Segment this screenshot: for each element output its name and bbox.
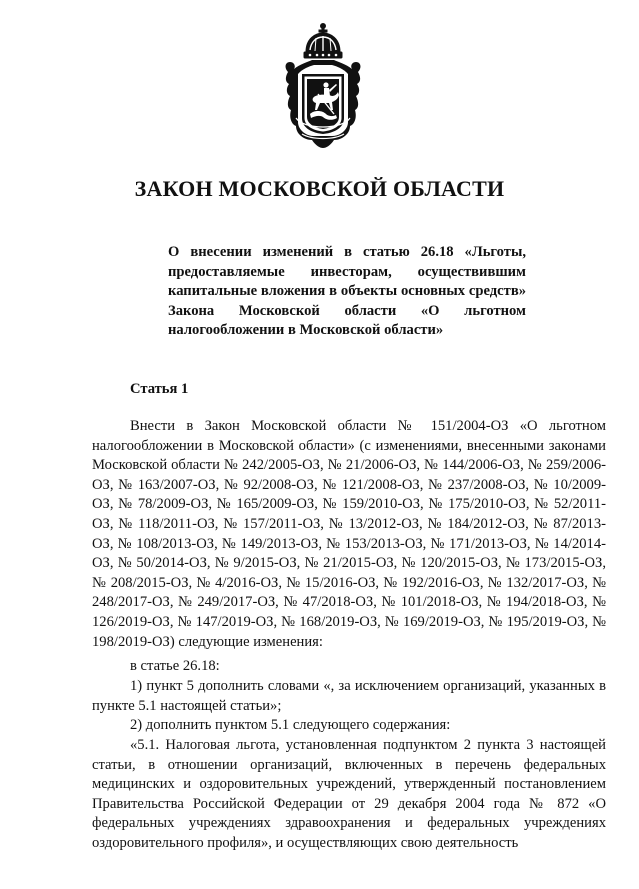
page-cut-mask (0, 869, 639, 889)
coat-of-arms-emblem (282, 22, 364, 150)
article-heading: Статья 1 (130, 381, 189, 397)
paragraph-article-ref: в статье 26.18: (130, 658, 220, 674)
crown-icon (304, 24, 342, 59)
paragraph-item-1: 1) пункт 5 дополнить словами «, за исключением организаций, указанных в пункте 5.1 настоящей статьи»; (92, 678, 606, 714)
paragraph-item-2: 2) дополнить пунктом 5.1 следующего содержания: (130, 717, 451, 733)
document-title: ЗАКОН МОСКОВСКОЙ ОБЛАСТИ (134, 176, 505, 201)
coat-of-arms-icon (282, 22, 364, 150)
law-subject: О внесении изменений в статью 26.18 «Льготы, предоставляемые инвесторам, осуществившим капитальные вложения в объекты основных средств» Закона Московской области «О льготном налогообложении в Московской области» (168, 244, 526, 339)
paragraph-amendment-intro: Внести в Закон Московской области № 151/2004-ОЗ «О льготном налогообложении в Московской области» (с изменениями, внесенными законами Московской области № 242/2005-ОЗ, № 21/2006-ОЗ, № 144/2006-ОЗ, № 259/2006-ОЗ, № 163/2007-ОЗ, № 92/2008-ОЗ, № 121/2008-ОЗ, № 237/2008-ОЗ, № 10/2009-ОЗ, № 78/2009-ОЗ, № 165/2009-ОЗ, № 159/2010-ОЗ, № 175/2010-ОЗ, № 52/2011-ОЗ, № 118/2011-ОЗ, № 157/2011-ОЗ, № 13/2012-ОЗ, № 184/2012-ОЗ, № 87/2013-ОЗ, № 108/2013-ОЗ, № 149/2013-ОЗ, № 153/2013-ОЗ, № 171/2013-ОЗ, № 14/2014-ОЗ, № 50/2014-ОЗ, № 9/2015-ОЗ, № 21/2015-ОЗ, № 120/2015-ОЗ, № 173/2015-ОЗ, № 208/2015-ОЗ, № 4/2016-ОЗ, № 15/2016-ОЗ, № 192/2016-ОЗ, № 132/2017-ОЗ, № 248/2017-ОЗ, № 249/2017-ОЗ, № 47/2018-ОЗ, № 101/2018-ОЗ, № 194/2018-ОЗ, № 126/2019-ОЗ, № 147/2019-ОЗ, № 168/2019-ОЗ, № 169/2019-ОЗ, № 195/2019-ОЗ, № 198/2019-ОЗ) следующие изменения: (92, 418, 606, 650)
paragraph-new-clause: «5.1. Налоговая льгота, установленная подпунктом 2 пункта 3 настоящей статьи, в отношении организаций, включенных в перечень федеральных медицинских и оздоровительных учреждений, утвержденный постановлением Правительства Российской Федерации от 29 декабря 2004 года № 872 «О федеральных учреждениях здравоохранения и федеральных учреждениях оздоровительного профиля», и осуществляющих свою деятельность (92, 737, 606, 851)
